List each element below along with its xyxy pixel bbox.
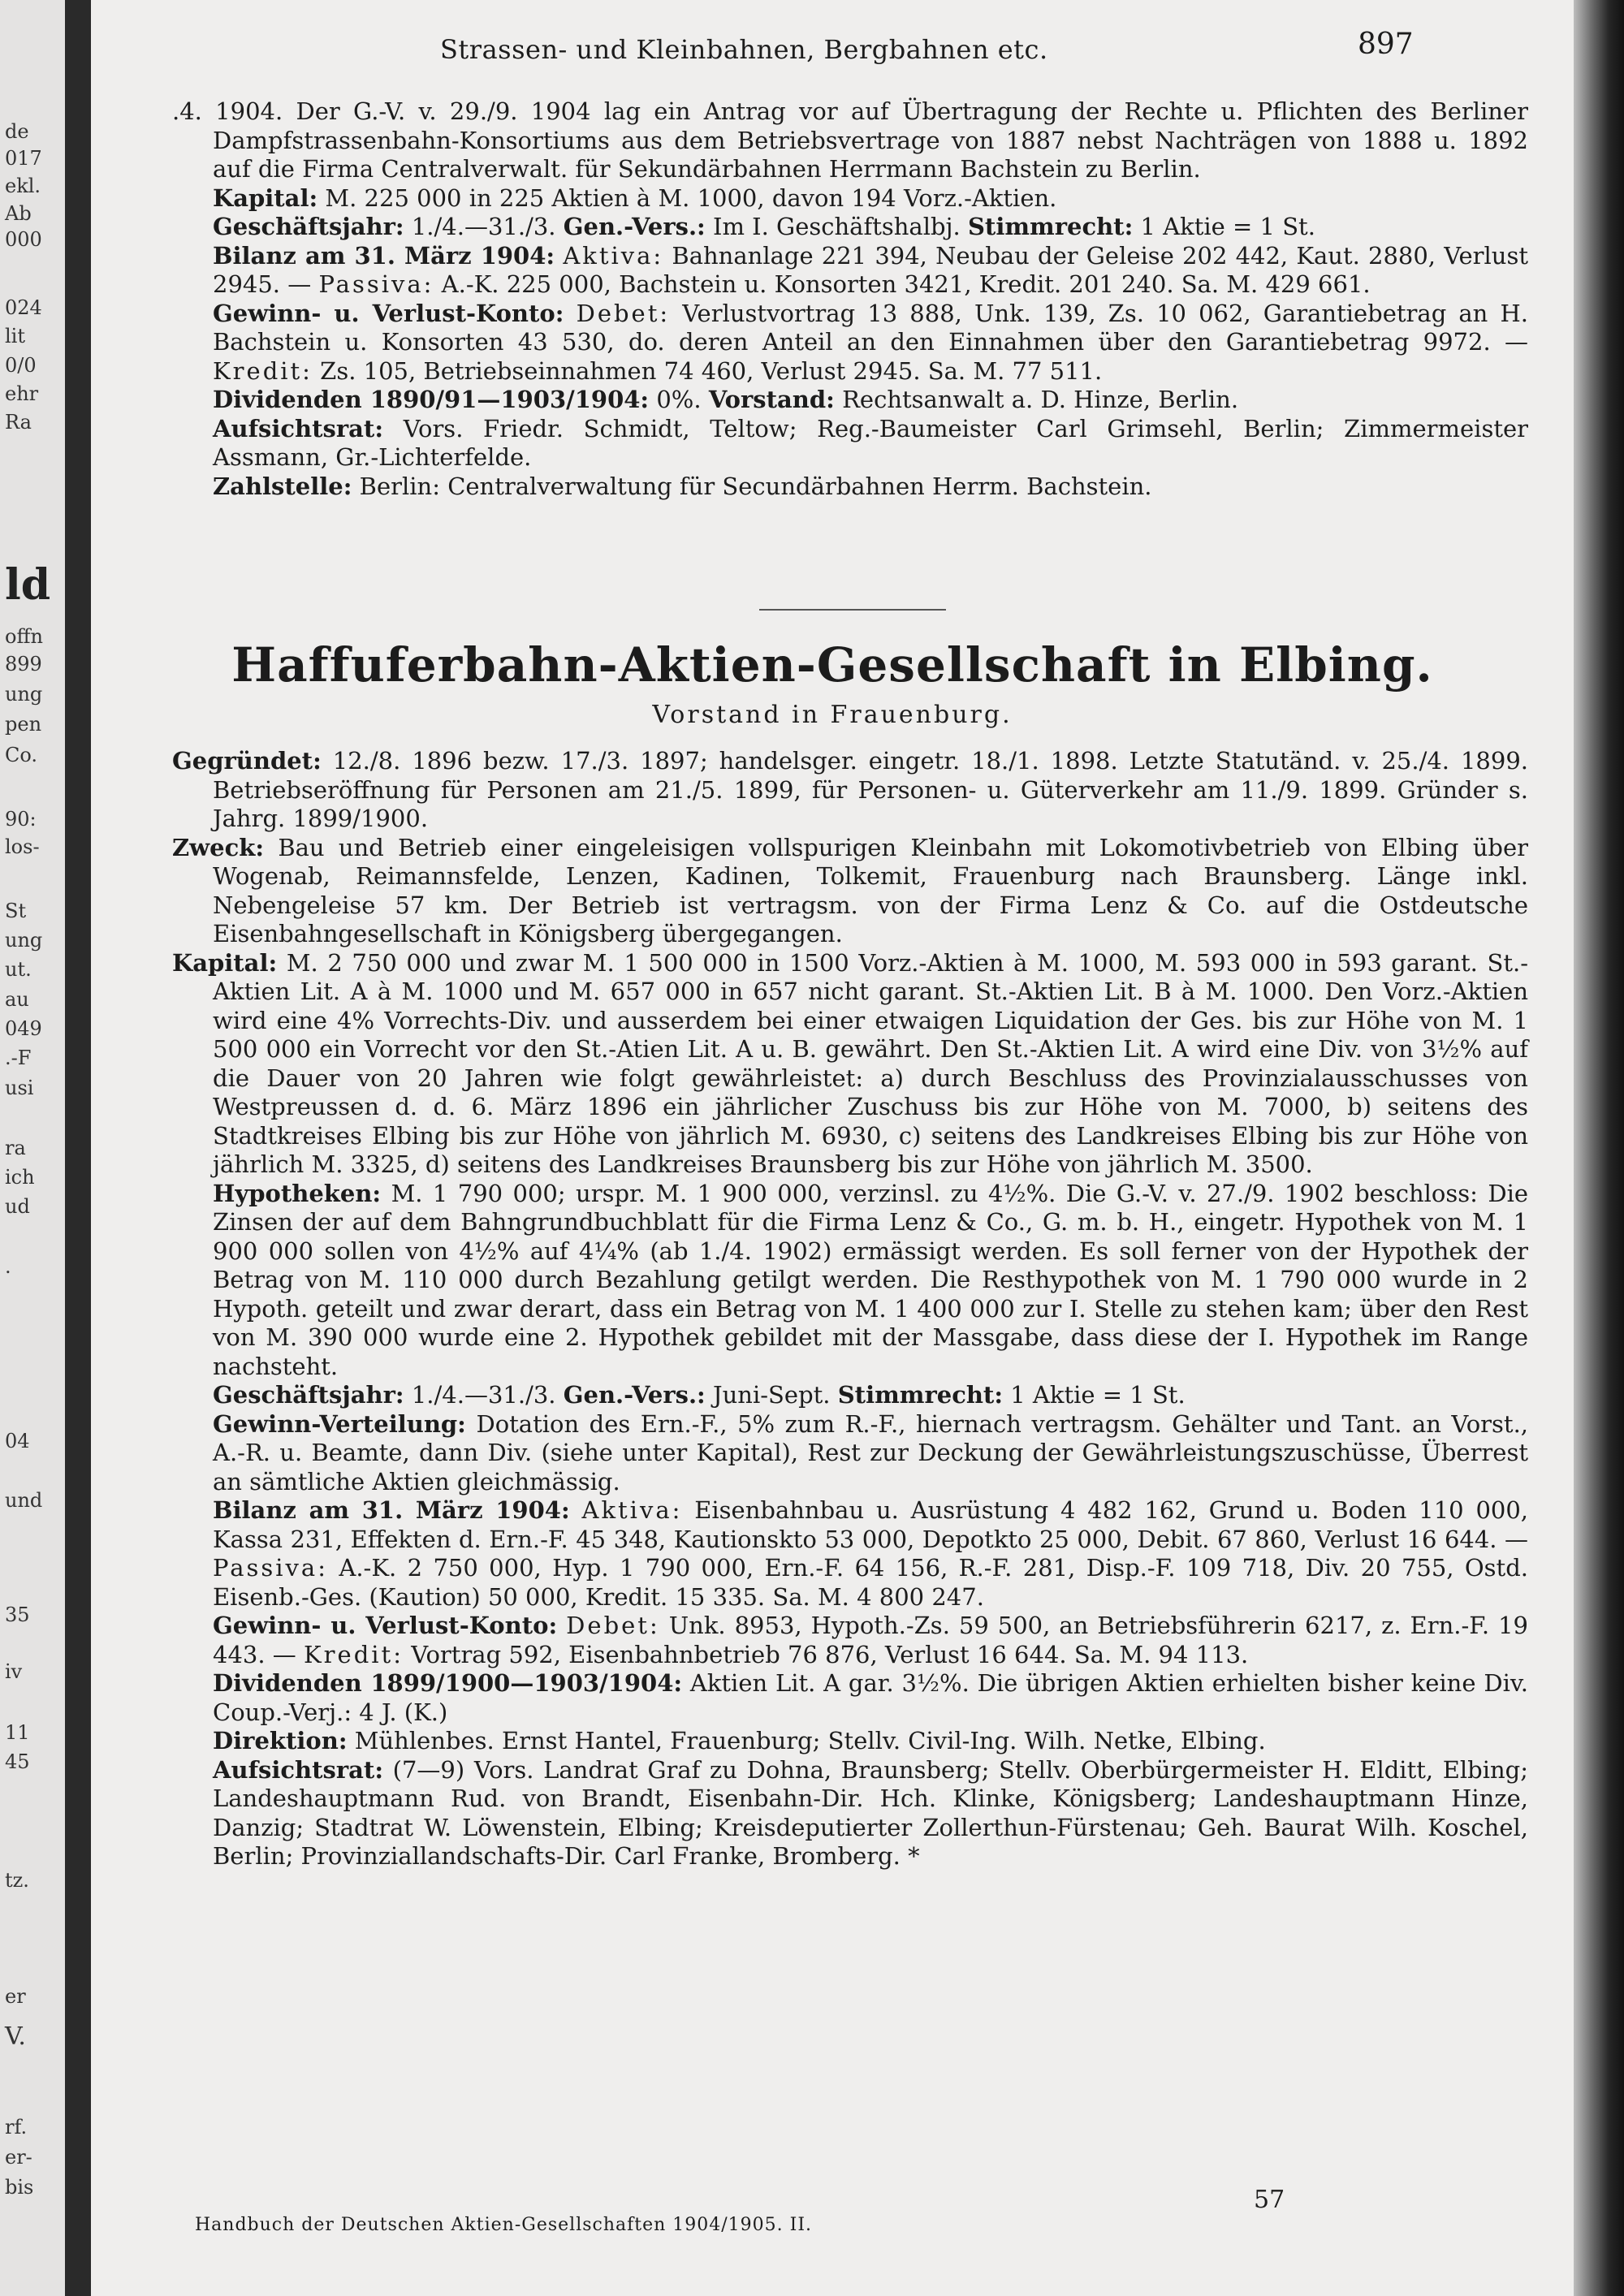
gegruendet-paragraph: Gegründet: 12./8. 1896 bezw. 17./3. 1897; handelsger. eingetr. 18./1. 1898. Letzte Statutänd. v. 25./4. 1899. Betriebseröffnung für Personen am 21./5. 1899, für Personen- u. Güterverkehr am 11./9. 1899. Gründer s. Jahrg. 1899/1900. (172, 747, 1528, 832)
bilanz-paragraph: Bilanz am 31. März 1904: Aktiva: Bahnanlage 221 394, Neubau der Geleise 202 442, Kaut. 2880, Verlust 2945. — Passiva: A.-K. 225 000, Bachstein u. Konsorten 3421, Kredit. 201 240. Sa. M. 429 661. (213, 241, 1529, 298)
kapital-paragraph: Kapital: M. 2 750 000 und zwar M. 1 500 000 in 1500 Vorz.-Aktien à M. 1000, M. 593 000 in 593 garant. St.-Aktien Lit. A à M. 1000 und M. 657 000 in 657 nicht garant. St.-Aktien Lit. B à M. 1000. Den Vorz.-Aktien wird eine 4% Vorrechts-Div. und ausserdem bei einer etwaigen Liquidation der Ges. bis zur Höhe von M. 1 500 000 ein Vorrecht vor den St.-Atien Lit. A u. B. gewährt. Den St.-Aktien Lit. A wird eine Div. von 3½% auf die Dauer von 20 Jahren wie folgt gewährleistet: a) durch Beschluss des Provinzialausschusses von Westpreussen d. d. 6. März 1896 ein jährlicher Zuschuss bis zur Höhe von M. 7000, b) seitens des Stadtkreises Elbing bis zur Höhe von jährlich M. 6930, c) seitens des Landkreises Elbing bis zur Höhe von jährlich M. 3325, d) seitens des Landkreises Braunsberg bis zur Höhe von jährlich M. 3500. (172, 948, 1529, 1178)
gewinn-verteilung-paragraph: Gewinn-Verteilung: Dotation des Ern.-F., 5% zum R.-F., hiernach vertragsm. Gehälter und Tant. an Vorst., A.-R. u. Beamte, dann Div. (siehe unter Kapital), Rest zur Deckung der Gewährleistungszuschüsse, Überrest an sämtliche Aktien gleichmässig. (213, 1409, 1529, 1495)
margin-fragment: Ab (5, 202, 32, 225)
margin-fragment: er (5, 1985, 26, 2008)
margin-fragment: ehr (5, 382, 39, 405)
gewinn-verlust-paragraph: Gewinn- u. Verlust-Konto: Debet: Verlustvortrag 13 888, Unk. 139, Zs. 10 062, Garantiebetrag an H. Bachstein u. Konsorten 43 530, do. deren Anteil an den Einnahmen über den Garantiebetrag 9972. — Kredit: Zs. 105, Betriebseinnahmen 74 460, Verlust 2945. Sa. M. 77 511. (213, 299, 1528, 385)
margin-fragment: 899 (5, 653, 42, 675)
binding-shadow (1574, 0, 1624, 2296)
margin-fragment: ra (5, 1137, 26, 1159)
dividenden-paragraph: Dividenden 1899/1900—1903/1904: Aktien Lit. A gar. 3½%. Die übrigen Aktien erhielten bisher keine Div. Coup.-Verj.: 4 J. (K.) (213, 1669, 1529, 1726)
geschaeftsjahr-paragraph: Geschäftsjahr: 1./4.—31./3. Gen.-Vers.: Im I. Geschäftshalbj. Stimmrecht: 1 Aktie = 1 St. (213, 213, 1315, 240)
hypotheken-paragraph: Hypotheken: M. 1 790 000; urspr. M. 1 900 000, verzinsl. zu 4½%. Die G.-V. v. 27./9. 1902 beschloss: Die Zinsen der auf dem Bahngrundbuchblatt für die Firma Lenz & Co., G. m. b. H., eingetr. Hypothek von M. 1 900 000 sollen von 4½% auf 4¼% (ab 1./4. 1902) ermässigt werden. Es soll ferner von der Hypothek der Betrag von M. 110 000 durch Bezahlung getilgt werden. Die Resthypothek von M. 1 790 000 wurde in 2 Hypoth. geteilt und zwar derart, dass ein Betrag von M. 1 400 000 zur I. Stelle zu stehen kam; über den Rest von M. 390 000 wurde eine 2. Hypothek gebildet mit der Massgabe, dass diese der I. Hypothek im Range nachsteht. (213, 1179, 1529, 1380)
aufsichtsrat-paragraph: Aufsichtsrat: Vors. Friedr. Schmidt, Teltow; Reg.-Baumeister Carl Grimsehl, Berlin; Zimmermeister Assmann, Gr.-Lichterfelde. (213, 414, 1529, 471)
margin-fragment: ud (5, 1195, 30, 1218)
margin-fragment: ung (5, 929, 43, 952)
margin-fragment: 11 (5, 1721, 30, 1744)
gewinn-verlust-paragraph: Gewinn- u. Verlust-Konto: Debet: Unk. 8953, Hypoth.-Zs. 59 500, an Betriebsführerin 6217, z. Ern.-F. 19 443. — Kredit: Vortrag 592, Eisenbahnbetrieb 76 876, Verlust 16 644. Sa. M. 94 113. (213, 1612, 1528, 1668)
gv-note-paragraph: .4. 1904. Der G.-V. v. 29./9. 1904 lag ein Antrag vor auf Übertragung der Rechte u. Pflichten des Berliner Dampfstrassenbahn-Konsortiums aus dem Betriebsvertrage von 1887 nebst Nachträgen von 1888 u. 1892 auf die Firma Centralverwalt. für Sekundärbahnen Herrmann Bachstein zu Berlin. (172, 97, 1528, 183)
margin-fragment: 0/0 (5, 354, 37, 377)
margin-fragment: usi (5, 1077, 34, 1099)
margin-fragment: 90: (5, 808, 37, 831)
margin-fragment: . (5, 1255, 11, 1278)
zweck-paragraph: Zweck: Bau und Betrieb einer eingeleisigen vollspurigen Kleinbahn mit Lokomotivbetrieb von Elbing über Wogenab, Reimannsfelde, Lenzen, Kadinen, Tolkemit, Frauenburg nach Braunsberg. Länge inkl. Nebengeleise 57 km. Der Betrieb ist vertragsm. von der Firma Lenz & Co. auf die Ostdeutsche Eisenbahngesellschaft in Königsberg übergegangen. (172, 833, 1528, 947)
margin-fragment: ung (5, 683, 43, 706)
left-page-strip (0, 0, 65, 2296)
company-entry (172, 747, 1528, 1871)
margin-fragment: offn (5, 625, 43, 648)
section-divider (759, 609, 946, 611)
margin-fragment: bis (5, 2176, 34, 2199)
margin-fragment: ich (5, 1166, 35, 1189)
margin-fragment: rf. (5, 2116, 28, 2138)
margin-fragment: er- (5, 2146, 32, 2169)
aufsichtsrat-paragraph: Aufsichtsrat: (7—9) Vors. Landrat Graf zu Dohna, Braunsberg; Stellv. Oberbürgermeister H. Elditt, Elbing; Landeshauptmann Rud. von Brandt, Eisenbahn-Dir. Hch. Klinke, Königsberg; Landeshauptmann Hinze, Danzig; Stadtrat W. Löwenstein, Elbing; Kreisdeputierter Zollerthun-Fürstenau; Geh. Baurat Wilh. Koschel, Berlin; Provinziallandschafts-Dir. Carl Franke, Bromberg. * (213, 1755, 1529, 1870)
margin-fragment: 017 (5, 147, 42, 170)
kapital-paragraph: Kapital: M. 225 000 in 225 Aktien à M. 1000, davon 194 Vorz.-Aktien. (213, 183, 1057, 212)
dividenden-paragraph: Dividenden 1890/91—1903/1904: 0%. Vorstand: Rechtsanwalt a. D. Hinze, Berlin. (213, 386, 1239, 413)
margin-fragment: St (5, 900, 27, 922)
margin-fragment: Ra (5, 411, 32, 434)
margin-fragment: 04 (5, 1430, 30, 1452)
margin-fragment: 000 (5, 228, 42, 251)
margin-fragment: V. (5, 2022, 26, 2051)
margin-fragment: tz. (5, 1869, 29, 1892)
margin-fragment: 35 (5, 1603, 30, 1626)
zahlstelle-paragraph: Zahlstelle: Berlin: Centralverwaltung für Secundärbahnen Herrm. Bachstein. (213, 472, 1152, 500)
running-head: Strassen- und Kleinbahnen, Bergbahnen etc. (440, 34, 1048, 65)
company-title: Haffuferbahn-Aktien-Gesellschaft in Elbing. (231, 637, 1433, 693)
margin-fragment: ld (5, 560, 51, 610)
footer-publication: Handbuch der Deutschen Aktien-Gesellschaften 1904/1905. II. (195, 2215, 813, 2235)
margin-fragment: .-F (5, 1047, 32, 1069)
gutter-shadow (65, 0, 91, 2296)
company-subtitle: Vorstand in Frauenburg. (652, 701, 1013, 729)
kapital-label: Kapital: (213, 183, 318, 212)
margin-fragment: ut. (5, 958, 32, 981)
margin-fragment: 45 (5, 1750, 30, 1773)
page-number: 897 (1358, 28, 1414, 61)
bilanz-paragraph: Bilanz am 31. März 1904: Aktiva: Eisenbahnbau u. Ausrüstung 4 482 162, Grund u. Boden 110 000, Kassa 231, Effekten d. Ern.-F. 45 348, Kautionskto 53 000, Depotkto 25 000, Debit. 67 860, Verlust 16 644. — Passiva: A.-K. 2 750 000, Hyp. 1 790 000, Ern.-F. 64 156, R.-F. 281, Disp.-F. 109 718, Div. 20 755, Ostd. Eisenb.-Ges. (Kaution) 50 000, Kredit. 15 335. Sa. M. 4 800 247. (213, 1496, 1529, 1611)
footer-signature-number: 57 (1254, 2186, 1285, 2214)
geschaeftsjahr-paragraph: Geschäftsjahr: 1./4.—31./3. Gen.-Vers.: Juni-Sept. Stimmrecht: 1 Aktie = 1 St. (213, 1381, 1186, 1409)
margin-fragment: ekl. (5, 175, 41, 197)
margin-fragment: und (5, 1489, 43, 1512)
book-page (91, 0, 1574, 2296)
previous-entry (172, 97, 1528, 501)
margin-fragment: au (5, 988, 29, 1011)
margin-fragment: los- (5, 835, 40, 858)
direktion-paragraph: Direktion: Mühlenbes. Ernst Hantel, Frauenburg; Stellv. Civil-Ing. Wilh. Netke, Elbing. (213, 1727, 1266, 1754)
margin-fragment: iv (5, 1660, 23, 1683)
margin-fragment: lit (5, 325, 25, 347)
margin-fragment: 024 (5, 296, 42, 319)
margin-fragment: 049 (5, 1017, 42, 1040)
margin-fragment: de (5, 120, 29, 143)
margin-fragment: Co. (5, 744, 38, 766)
margin-fragment: pen (5, 713, 42, 736)
